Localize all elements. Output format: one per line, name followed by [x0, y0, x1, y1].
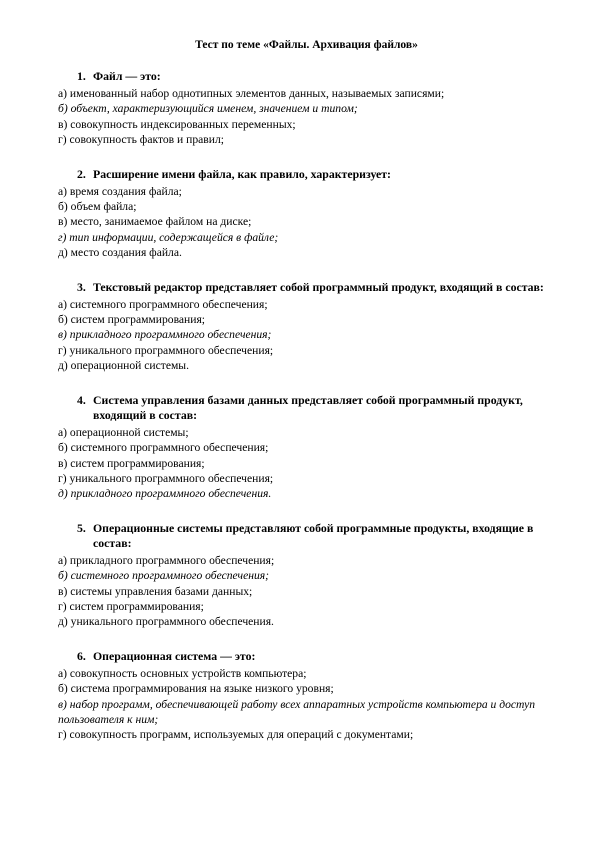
answer-option: в) место, занимаемое файлом на диске; — [58, 215, 252, 229]
question-heading — [58, 649, 555, 664]
answer-option: а) прикладного программного обеспечения; — [58, 553, 275, 567]
question-number: 4. — [77, 392, 86, 407]
question-heading — [58, 521, 555, 551]
answer-option: в) систем программирования; — [58, 456, 205, 470]
answer-option: д) уникального программного обеспечения. — [58, 615, 274, 629]
answer-option: б) системного программного обеспечения; — [58, 441, 269, 455]
question-number: 1. — [77, 69, 86, 83]
answer-option: г) систем программирования; — [58, 599, 204, 613]
question-number: 5. — [77, 520, 86, 535]
question-text: Система управления базами данных представляет собой программный продукт, входящий в состав: — [93, 392, 523, 422]
answer-option: б) системного программного обеспечения; — [58, 569, 270, 583]
answer-option: а) операционной системы; — [58, 425, 189, 439]
question-1 — [58, 69, 555, 148]
question-heading — [58, 167, 555, 182]
answer-option: б) объект, характеризующийся именем, значением и типом; — [58, 102, 358, 116]
question-text: Операционные системы представляют собой программные продукты, входящие в состав: — [93, 520, 534, 550]
answer-option: в) совокупность индексированных переменных; — [58, 117, 296, 131]
question-4 — [58, 393, 555, 502]
question-2 — [58, 167, 555, 261]
answer-option: в) прикладного программного обеспечения; — [58, 328, 272, 342]
answer-option: а) системного программного обеспечения; — [58, 297, 268, 311]
answer-option: г) совокупность фактов и правил; — [58, 133, 224, 147]
answer-option: в) системы управления базами данных; — [58, 584, 253, 598]
question-3 — [58, 280, 555, 374]
question-5 — [58, 521, 555, 630]
question-number: 6. — [77, 648, 86, 663]
question-heading — [58, 280, 555, 295]
answer-option: б) объем файла; — [58, 200, 137, 214]
answer-option: а) совокупность основных устройств компьютера; — [58, 666, 307, 680]
document-title: Тест по теме «Файлы. Архивация файлов» — [195, 39, 418, 51]
answer-option: б) система программирования на языке низкого уровня; — [58, 682, 334, 696]
answer-option: г) совокупность программ, используемых для операций с документами; — [58, 728, 414, 742]
answer-option: д) прикладного программного обеспечения. — [58, 487, 272, 501]
answer-option: а) именованный набор однотипных элементов данных, называемых записями; — [58, 87, 445, 100]
answer-option: д) операционной системы. — [58, 359, 189, 373]
question-text: Операционная система — это: — [93, 648, 256, 663]
question-number: 2. — [77, 166, 86, 181]
answer-option: б) систем программирования; — [58, 313, 205, 327]
answer-option: г) тип информации, содержащейся в файле; — [58, 230, 279, 244]
answer-option: в) набор программ, обеспечивающей работу всех аппаратных устройств компьютера и доступ пользователя к ним; — [58, 697, 536, 726]
question-heading — [58, 393, 555, 423]
answer-option: г) уникального программного обеспечения; — [58, 343, 274, 357]
question-number: 3. — [77, 279, 86, 294]
question-text: Файл — это: — [93, 69, 161, 83]
answer-option: д) место создания файла. — [58, 246, 182, 260]
answer-option: а) время создания файла; — [58, 184, 182, 198]
answer-option: г) уникального программного обеспечения; — [58, 471, 274, 485]
question-list — [58, 69, 555, 743]
question-6 — [58, 649, 555, 743]
question-text: Текстовый редактор представляет собой программный продукт, входящий в состав: — [93, 279, 544, 294]
question-heading — [58, 69, 555, 84]
question-text: Расширение имени файла, как правило, характеризует: — [93, 166, 391, 181]
